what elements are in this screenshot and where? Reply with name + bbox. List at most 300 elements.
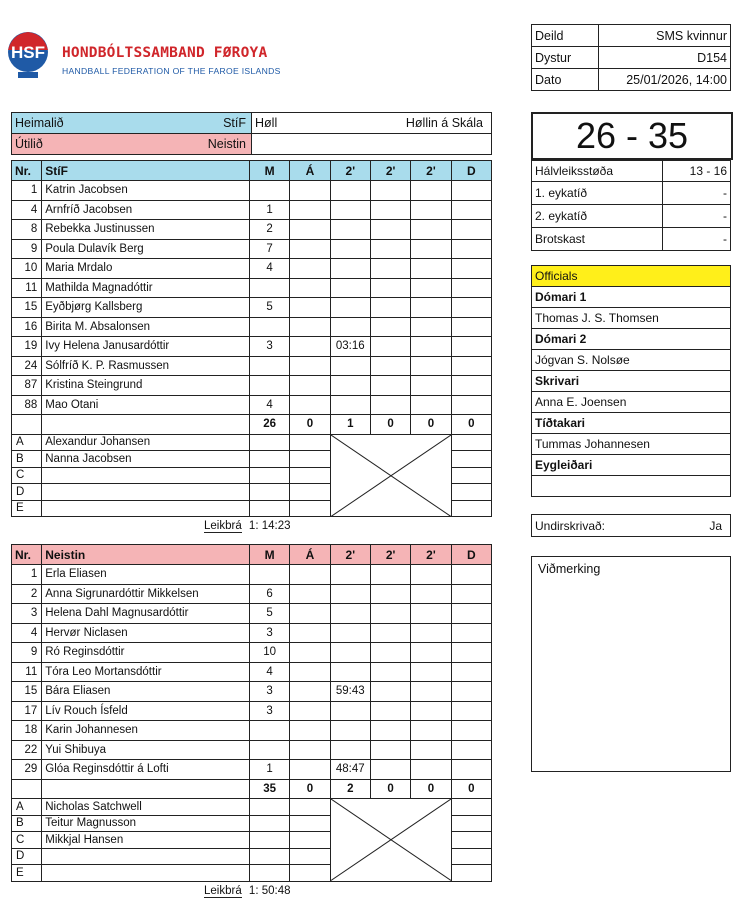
player-s2 xyxy=(370,760,410,780)
official-d xyxy=(451,832,491,849)
player-name: Maria Mrdalo xyxy=(42,259,250,279)
home-timeout-value: 1: 14:23 xyxy=(248,520,291,532)
player-d xyxy=(451,200,491,220)
player-s1 xyxy=(330,701,370,721)
col-nr: Nr. xyxy=(12,545,42,565)
player-s3 xyxy=(411,376,451,396)
home-timeout-label: Leikbrá xyxy=(204,520,242,532)
player-s2 xyxy=(370,604,410,624)
away-timeout-label: Leikbrá xyxy=(204,885,242,897)
player-m: 10 xyxy=(249,643,289,663)
official-code: E xyxy=(12,500,42,517)
player-s1 xyxy=(330,584,370,604)
player-a xyxy=(290,584,330,604)
player-m: 4 xyxy=(249,395,289,415)
player-s2 xyxy=(370,376,410,396)
player-a xyxy=(290,337,330,357)
player-s2 xyxy=(370,278,410,298)
total-value: 0 xyxy=(370,779,410,799)
player-name: Glóa Reginsdóttir á Lofti xyxy=(42,760,250,780)
official-m xyxy=(249,848,289,865)
official-role: Skrivari xyxy=(532,371,731,392)
stat-value: - xyxy=(662,228,730,251)
player-row xyxy=(12,584,492,604)
player-row xyxy=(12,200,492,220)
player-name: Rebekka Justinussen xyxy=(42,220,250,240)
player-d xyxy=(451,376,491,396)
player-row xyxy=(12,337,492,357)
player-s2 xyxy=(370,643,410,663)
player-d xyxy=(451,662,491,682)
hall-name: Høllin á Skála xyxy=(405,116,483,130)
player-name: Helena Dahl Magnusardóttir xyxy=(42,604,250,624)
col-m: M xyxy=(249,545,289,565)
player-s3 xyxy=(411,740,451,760)
col-a: Á xyxy=(290,545,330,565)
player-name: Anna Sigrunardóttir Mikkelsen xyxy=(42,584,250,604)
player-number: 88 xyxy=(12,395,42,415)
official-code: C xyxy=(12,832,42,849)
official-m xyxy=(249,434,289,451)
official-code: B xyxy=(12,451,42,468)
player-d xyxy=(451,565,491,585)
player-m xyxy=(249,721,289,741)
player-d xyxy=(451,584,491,604)
stat-row xyxy=(532,205,731,228)
official-person: Tummas Johannesen xyxy=(532,434,731,455)
official-row xyxy=(532,287,731,308)
player-a xyxy=(290,259,330,279)
player-m xyxy=(249,356,289,376)
official-name: Mikkjal Hansen xyxy=(42,832,250,849)
player-number: 16 xyxy=(12,317,42,337)
col-d: D xyxy=(451,161,491,181)
player-m: 3 xyxy=(249,682,289,702)
player-number: 19 xyxy=(12,337,42,357)
player-s3 xyxy=(411,760,451,780)
player-s1: 03:16 xyxy=(330,337,370,357)
player-d xyxy=(451,395,491,415)
away-label xyxy=(12,134,252,155)
official-code: E xyxy=(12,865,42,882)
player-a xyxy=(290,701,330,721)
official-m xyxy=(249,467,289,484)
total-value: 0 xyxy=(411,415,451,435)
player-d xyxy=(451,760,491,780)
player-name: Bára Eliasen xyxy=(42,682,250,702)
player-s3 xyxy=(411,298,451,318)
stat-value: 13 - 16 xyxy=(662,161,730,182)
official-row xyxy=(532,329,731,350)
player-m xyxy=(249,565,289,585)
player-number: 29 xyxy=(12,760,42,780)
official-name xyxy=(42,467,250,484)
away-roster-header xyxy=(12,545,492,565)
player-row xyxy=(12,259,492,279)
player-m xyxy=(249,376,289,396)
player-name: Birita M. Absalonsen xyxy=(42,317,250,337)
match-info-row xyxy=(532,69,731,91)
player-s3 xyxy=(411,278,451,298)
match-info-table xyxy=(531,24,731,91)
team-official-row xyxy=(12,434,492,451)
player-name: Poula Dulavík Berg xyxy=(42,239,250,259)
stat-row xyxy=(532,161,731,182)
signed-table xyxy=(531,514,731,537)
player-number: 11 xyxy=(12,278,42,298)
total-value: 26 xyxy=(249,415,289,435)
official-a xyxy=(290,484,330,501)
cross-icon xyxy=(331,799,451,881)
official-row xyxy=(532,434,731,455)
official-m xyxy=(249,500,289,517)
official-person: Anna E. Joensen xyxy=(532,392,731,413)
player-d xyxy=(451,220,491,240)
player-d xyxy=(451,721,491,741)
player-row xyxy=(12,760,492,780)
player-a xyxy=(290,356,330,376)
player-number: 4 xyxy=(12,200,42,220)
home-roster-header xyxy=(12,161,492,181)
col-2min-3: 2' xyxy=(411,545,451,565)
total-value: 35 xyxy=(249,779,289,799)
hall-label: Høll xyxy=(255,116,278,130)
player-d xyxy=(451,337,491,357)
team-official-row xyxy=(12,799,492,816)
player-s3 xyxy=(411,239,451,259)
official-name xyxy=(42,484,250,501)
player-name: Kristina Steingrund xyxy=(42,376,250,396)
total-value: 1 xyxy=(330,415,370,435)
player-number: 3 xyxy=(12,604,42,624)
crossed-out-box xyxy=(330,434,451,517)
stat-row xyxy=(532,182,731,205)
player-number: 9 xyxy=(12,239,42,259)
stat-value: - xyxy=(662,182,730,205)
player-row xyxy=(12,298,492,318)
svg-text:HSF: HSF xyxy=(11,43,45,62)
player-s2 xyxy=(370,200,410,220)
official-name xyxy=(42,500,250,517)
player-s2 xyxy=(370,623,410,643)
official-a xyxy=(290,815,330,832)
player-name: Hervør Niclasen xyxy=(42,623,250,643)
player-name: Lív Rouch Ísfeld xyxy=(42,701,250,721)
player-row xyxy=(12,220,492,240)
match-info-row xyxy=(532,47,731,69)
away-timeout-value: 1: 50:48 xyxy=(248,885,291,897)
player-d xyxy=(451,740,491,760)
official-person: Thomas J. S. Thomsen xyxy=(532,308,731,329)
player-a xyxy=(290,565,330,585)
player-s1 xyxy=(330,376,370,396)
player-row xyxy=(12,317,492,337)
official-d xyxy=(451,799,491,816)
col-team: StíF xyxy=(42,161,250,181)
player-m xyxy=(249,181,289,201)
player-row xyxy=(12,623,492,643)
player-s3 xyxy=(411,337,451,357)
player-d xyxy=(451,643,491,663)
final-score: 26 - 35 xyxy=(531,112,733,160)
player-d xyxy=(451,623,491,643)
player-s1 xyxy=(330,623,370,643)
signed-label: Undirskrivað: xyxy=(535,518,606,533)
player-s3 xyxy=(411,181,451,201)
player-s1 xyxy=(330,565,370,585)
official-d xyxy=(451,500,491,517)
player-m xyxy=(249,740,289,760)
player-name: Ivy Helena Janusardóttir xyxy=(42,337,250,357)
crossed-out-box xyxy=(330,799,451,882)
player-number: 87 xyxy=(12,376,42,396)
player-s3 xyxy=(411,259,451,279)
col-team: Neistin xyxy=(42,545,250,565)
player-m: 2 xyxy=(249,220,289,240)
player-s2 xyxy=(370,181,410,201)
player-d xyxy=(451,298,491,318)
player-m: 6 xyxy=(249,584,289,604)
player-s2 xyxy=(370,356,410,376)
player-a xyxy=(290,623,330,643)
home-roster-table xyxy=(11,160,492,517)
official-code: B xyxy=(12,815,42,832)
player-row xyxy=(12,181,492,201)
player-m: 5 xyxy=(249,604,289,624)
player-m: 7 xyxy=(249,239,289,259)
official-m xyxy=(249,815,289,832)
totals-blank xyxy=(42,779,250,799)
player-number: 10 xyxy=(12,259,42,279)
player-d xyxy=(451,701,491,721)
player-s1 xyxy=(330,220,370,240)
official-code: A xyxy=(12,799,42,816)
player-s2 xyxy=(370,682,410,702)
player-a xyxy=(290,220,330,240)
match-info-value: SMS kvinnur xyxy=(599,25,731,47)
player-a xyxy=(290,181,330,201)
player-number: 15 xyxy=(12,682,42,702)
official-name xyxy=(42,848,250,865)
player-row xyxy=(12,395,492,415)
player-number: 17 xyxy=(12,701,42,721)
player-m xyxy=(249,278,289,298)
official-d xyxy=(451,434,491,451)
col-2min-1: 2' xyxy=(330,161,370,181)
official-m xyxy=(249,799,289,816)
player-d xyxy=(451,604,491,624)
player-s3 xyxy=(411,220,451,240)
total-value: 0 xyxy=(290,415,330,435)
player-s1 xyxy=(330,604,370,624)
match-info-label: Dato xyxy=(532,69,599,91)
col-d: D xyxy=(451,545,491,565)
player-a xyxy=(290,395,330,415)
player-name: Arnfríð Jacobsen xyxy=(42,200,250,220)
home-timeout xyxy=(204,520,291,532)
player-name: Karin Johannesen xyxy=(42,721,250,741)
player-m: 5 xyxy=(249,298,289,318)
player-s2 xyxy=(370,317,410,337)
official-a xyxy=(290,799,330,816)
match-stats-table xyxy=(531,160,731,251)
player-s3 xyxy=(411,721,451,741)
match-info-value: 25/01/2026, 14:00 xyxy=(599,69,731,91)
player-s3 xyxy=(411,356,451,376)
home-team-name: StíF xyxy=(223,116,246,130)
player-s2 xyxy=(370,662,410,682)
official-a xyxy=(290,467,330,484)
official-m xyxy=(249,832,289,849)
official-code: D xyxy=(12,484,42,501)
player-s1 xyxy=(330,395,370,415)
player-row xyxy=(12,643,492,663)
player-s1 xyxy=(330,239,370,259)
player-a xyxy=(290,604,330,624)
col-2min-2: 2' xyxy=(370,161,410,181)
player-m: 4 xyxy=(249,259,289,279)
player-name: Yui Shibuya xyxy=(42,740,250,760)
player-number: 22 xyxy=(12,740,42,760)
player-s2 xyxy=(370,337,410,357)
player-a xyxy=(290,682,330,702)
official-m xyxy=(249,451,289,468)
signed-cell xyxy=(532,515,731,537)
player-s2 xyxy=(370,395,410,415)
col-2min-3: 2' xyxy=(411,161,451,181)
player-row xyxy=(12,356,492,376)
player-s3 xyxy=(411,623,451,643)
player-s3 xyxy=(411,682,451,702)
player-d xyxy=(451,682,491,702)
col-a: Á xyxy=(290,161,330,181)
player-a xyxy=(290,376,330,396)
player-m xyxy=(249,317,289,337)
player-number: 1 xyxy=(12,565,42,585)
player-a xyxy=(290,200,330,220)
player-s3 xyxy=(411,701,451,721)
col-2min-1: 2' xyxy=(330,545,370,565)
stat-value: - xyxy=(662,205,730,228)
hsf-logo-icon xyxy=(4,28,52,80)
player-s2 xyxy=(370,565,410,585)
player-number: 11 xyxy=(12,662,42,682)
player-name: Mathilda Magnadóttir xyxy=(42,278,250,298)
player-s3 xyxy=(411,584,451,604)
player-s1 xyxy=(330,356,370,376)
col-m: M xyxy=(249,161,289,181)
player-a xyxy=(290,239,330,259)
player-s3 xyxy=(411,565,451,585)
player-row xyxy=(12,604,492,624)
player-s1 xyxy=(330,317,370,337)
totals-blank xyxy=(12,415,42,435)
player-row xyxy=(12,740,492,760)
official-role: Tíðtakari xyxy=(532,413,731,434)
stat-label: 2. eykatíð xyxy=(532,205,663,228)
player-m: 4 xyxy=(249,662,289,682)
player-row xyxy=(12,662,492,682)
player-s1 xyxy=(330,200,370,220)
player-a xyxy=(290,760,330,780)
total-value: 0 xyxy=(451,779,491,799)
match-info-value: D154 xyxy=(599,47,731,69)
player-d xyxy=(451,239,491,259)
remarks-label: Viðmerking xyxy=(538,562,601,576)
player-number: 24 xyxy=(12,356,42,376)
player-s3 xyxy=(411,317,451,337)
official-row xyxy=(532,308,731,329)
player-d xyxy=(451,259,491,279)
official-d xyxy=(451,848,491,865)
home-label xyxy=(12,113,252,134)
official-row xyxy=(532,413,731,434)
away-label-text: Útilið xyxy=(15,137,43,151)
player-row xyxy=(12,239,492,259)
player-s2 xyxy=(370,740,410,760)
player-s1 xyxy=(330,662,370,682)
official-row xyxy=(532,476,731,497)
player-a xyxy=(290,721,330,741)
player-s1 xyxy=(330,298,370,318)
player-row xyxy=(12,721,492,741)
player-a xyxy=(290,298,330,318)
player-s1 xyxy=(330,181,370,201)
player-s2 xyxy=(370,220,410,240)
player-s2 xyxy=(370,298,410,318)
player-s1 xyxy=(330,721,370,741)
player-a xyxy=(290,278,330,298)
player-d xyxy=(451,181,491,201)
player-row xyxy=(12,701,492,721)
totals-row xyxy=(12,779,492,799)
totals-blank xyxy=(42,415,250,435)
hall-cell xyxy=(252,113,492,134)
player-s1 xyxy=(330,740,370,760)
player-s3 xyxy=(411,643,451,663)
col-2min-2: 2' xyxy=(370,545,410,565)
stat-row xyxy=(532,228,731,251)
player-number: 2 xyxy=(12,584,42,604)
official-role: Dómari 1 xyxy=(532,287,731,308)
player-name: Mao Otani xyxy=(42,395,250,415)
remarks-box xyxy=(531,556,731,772)
player-d xyxy=(451,356,491,376)
official-a xyxy=(290,451,330,468)
player-s1 xyxy=(330,643,370,663)
official-person: Jógvan S. Nolsøe xyxy=(532,350,731,371)
official-a xyxy=(290,434,330,451)
stat-label: Brotskast xyxy=(532,228,663,251)
player-m: 1 xyxy=(249,760,289,780)
player-s2 xyxy=(370,259,410,279)
away-timeout xyxy=(204,885,291,897)
official-row xyxy=(532,350,731,371)
player-s1: 48:47 xyxy=(330,760,370,780)
official-a xyxy=(290,848,330,865)
player-s3 xyxy=(411,604,451,624)
player-d xyxy=(451,317,491,337)
player-name: Sólfríð K. P. Rasmussen xyxy=(42,356,250,376)
federation-name: HONDBÓLTSSAMBAND FØROYA xyxy=(62,45,268,61)
player-s1 xyxy=(330,278,370,298)
player-s2 xyxy=(370,239,410,259)
federation-logo xyxy=(4,28,52,80)
official-row xyxy=(532,455,731,476)
official-name xyxy=(42,865,250,882)
player-a xyxy=(290,662,330,682)
player-d xyxy=(451,278,491,298)
